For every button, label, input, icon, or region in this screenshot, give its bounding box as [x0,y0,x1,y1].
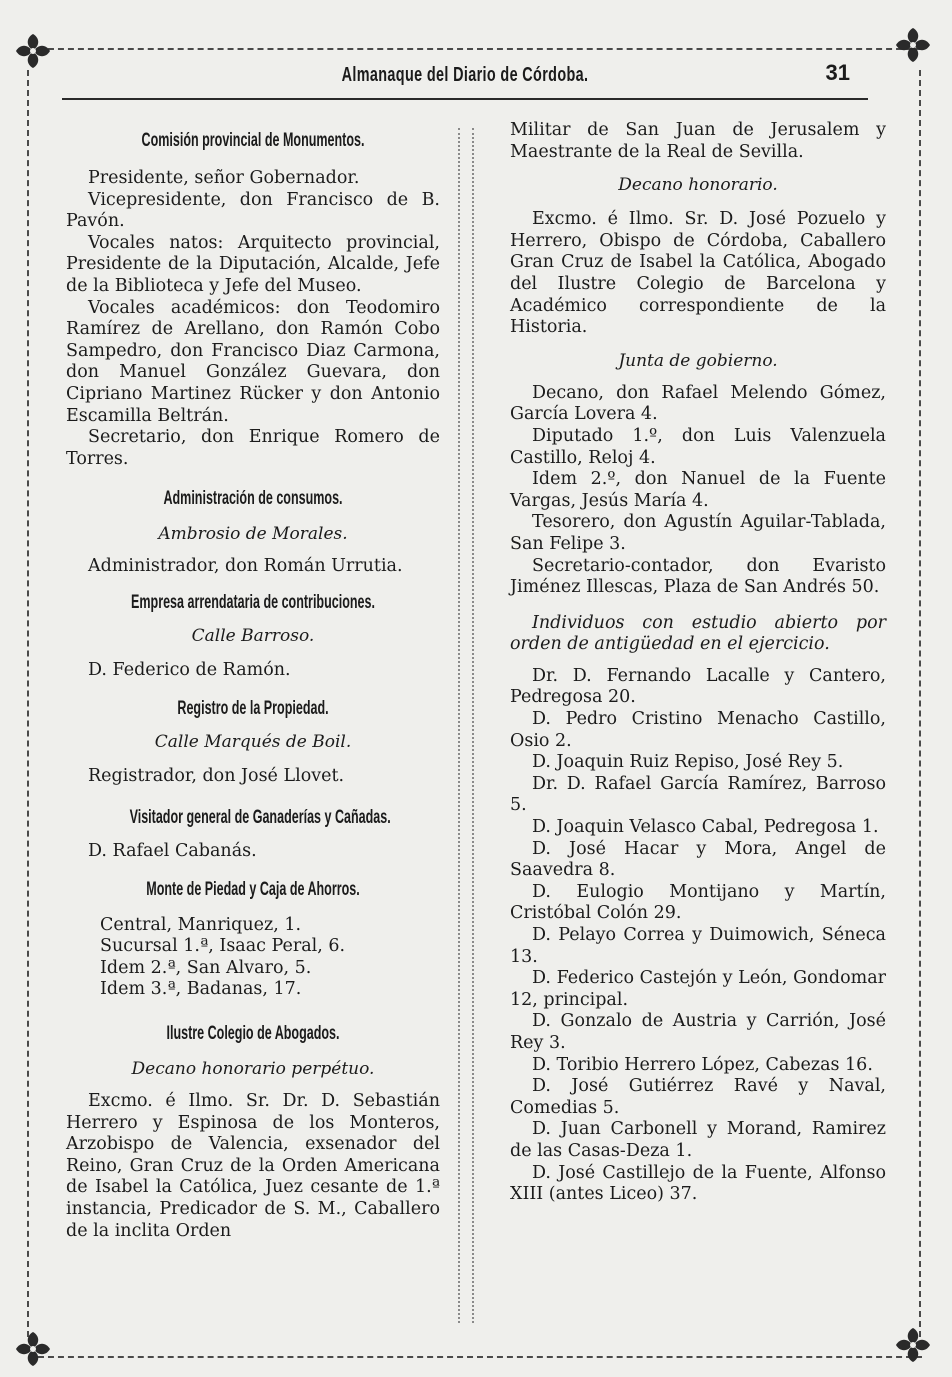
section-subheading: Calle Marqués de Boil. [154,731,352,752]
section-heading: Administración de consumos. [163,488,343,510]
section-heading: Comisión provincial de Monumentos. [141,130,365,151]
list-item: D. Gonzalo de Austria y Carrión, José Rey 3. [510,1011,886,1053]
list-item: D. Juan Carbonell y Morand, Ramirez de las Casas-Deza 1. [510,1119,886,1161]
section-heading: Visitador general de Ganaderías y Cañadas. [129,807,391,829]
border-top [38,48,922,50]
running-header [62,58,868,100]
section-heading: Ilustre Colegio de Abogados. [166,1023,340,1045]
section-heading: Empresa arrendataria de contribuciones. [131,591,375,613]
paragraph: Militar de San Juan de Jerusalem y Maestrante de la Real de Sevilla. [510,120,886,162]
border-right [919,70,921,1337]
paragraph: Excmo. é Ilmo. Sr. Dr. D. Sebastián Herrero y Espinosa de los Monteros, Arzobispo de Valencia, exsenador del Reino, Gran Cruz de la Orden Americana de Isabel la Católica, Juez cesante de 1.ª instancia, Predicador de S. M., Caballero de la inclita Orden [66,1091,440,1241]
list-item: D. Joaquin Velasco Cabal, Pedregosa 1. [532,817,879,838]
list-item: D. José Gutiérrez Ravé y Naval, Comedias 5. [510,1076,886,1118]
list-item: D. Joaquin Ruiz Repiso, José Rey 5. [532,752,844,773]
section-subheading: Junta de gobierno. [618,350,778,371]
border-left [27,70,29,1337]
section-subheading: Decano honorario perpétuo. [131,1059,375,1080]
corner-ornament-icon [890,1322,936,1368]
list-item: Idem 2.º, don Nanuel de la Fuente Vargas, Jesús María 4. [510,469,886,511]
list-item: Dr. D. Fernando Lacalle y Cantero, Pedregosa 20. [510,665,886,708]
list-item: D. José Castillejo de la Fuente, Alfonso XIII (antes Liceo) 37. [510,1162,886,1205]
list-item: Diputado 1.º, don Luis Valenzuela Castillo, Reloj 4. [510,425,886,468]
paragraph: Vicepresidente, don Francisco de B. Pavón. [66,189,440,232]
corner-ornament-icon [10,28,56,74]
paragraph: Vocales natos: Arquitecto provincial, Presidente de la Diputación, Alcalde, Jefe de la Biblioteca y Jefe del Museo. [66,232,440,296]
section-heading: Registro de la Propiedad. [177,697,329,719]
section-heading: Monte de Piedad y Caja de Ahorros. [146,878,360,900]
paragraph: Presidente, señor Gobernador. [88,168,360,188]
right-column [510,118,886,1206]
page-number: 31 [825,60,850,85]
list-line: Sucursal 1.ª, Isaac Peral, 6. [100,936,346,957]
column-divider [458,128,474,1323]
list-item: D. José Hacar y Mora, Angel de Saavedra 8. [510,838,886,881]
section-subheading: Ambrosio de Morales. [158,524,348,545]
corner-ornament-icon [890,22,936,68]
list-line: Idem 3.ª, Badanas, 17. [100,979,302,1000]
list-item: D. Eulogio Montijano y Martín, Cristóbal Colón 29. [510,881,886,924]
paragraph: Registrador, don José Llovet. [88,765,345,786]
paragraph: D. Rafael Cabanás. [88,841,257,862]
list-item: D. Pedro Cristino Menacho Castillo, Osio 2. [510,709,886,751]
list-item: D. Toribio Herrero López, Cabezas 16. [532,1054,873,1075]
list-item: Tesorero, don Agustín Aguilar-Tablada, San Felipe 3. [510,512,886,554]
list-item: D. Pelayo Correa y Duimowich, Séneca 13. [510,925,886,967]
corner-ornament-icon [10,1326,56,1372]
paragraph: Excmo. é Ilmo. Sr. D. José Pozuelo y Herrero, Obispo de Córdoba, Caballero Gran Cruz de Isabel la Católica, Abogado del Ilustre Colegio de Barcelona y Académico correspondiente de la Historia. [510,209,886,338]
paragraph: Administrador, don Román Urrutia. [88,556,403,577]
list-item: Decano, don Rafael Melendo Gómez, García Lovera 4. [510,382,886,425]
header-title: Almanaque del Diario de Córdoba. [341,64,589,86]
list-item: Dr. D. Rafael García Ramírez, Barroso 5. [510,773,886,816]
section-subheading: Individuos con estudio abierto por orden de antigüedad en el ejercicio. [510,612,886,655]
list-item: D. Federico Castejón y León, Gondomar 12, principal. [510,968,886,1010]
list-line: Idem 2.ª, San Alvaro, 5. [100,957,312,978]
border-bottom [38,1356,922,1358]
list-line: Central, Manriquez, 1. [100,914,302,935]
paragraph: D. Federico de Ramón. [88,659,291,680]
left-column [66,118,440,1242]
paragraph: Vocales académicos: don Teodomiro Ramírez de Arellano, don Ramón Cobo Sampedro, don Francisco Diaz Carmona, don Manuel González Guevara, don Cipriano Martinez Rücker y don Antonio Escamilla Beltrán. [66,297,440,426]
section-subheading: Calle Barroso. [191,625,315,646]
list-item: Secretario-contador, don Evaristo Jiménez Illescas, Plaza de San Andrés 50. [510,555,886,598]
section-subheading: Decano honorario. [618,175,778,196]
paragraph: Secretario, don Enrique Romero de Torres. [66,427,440,469]
